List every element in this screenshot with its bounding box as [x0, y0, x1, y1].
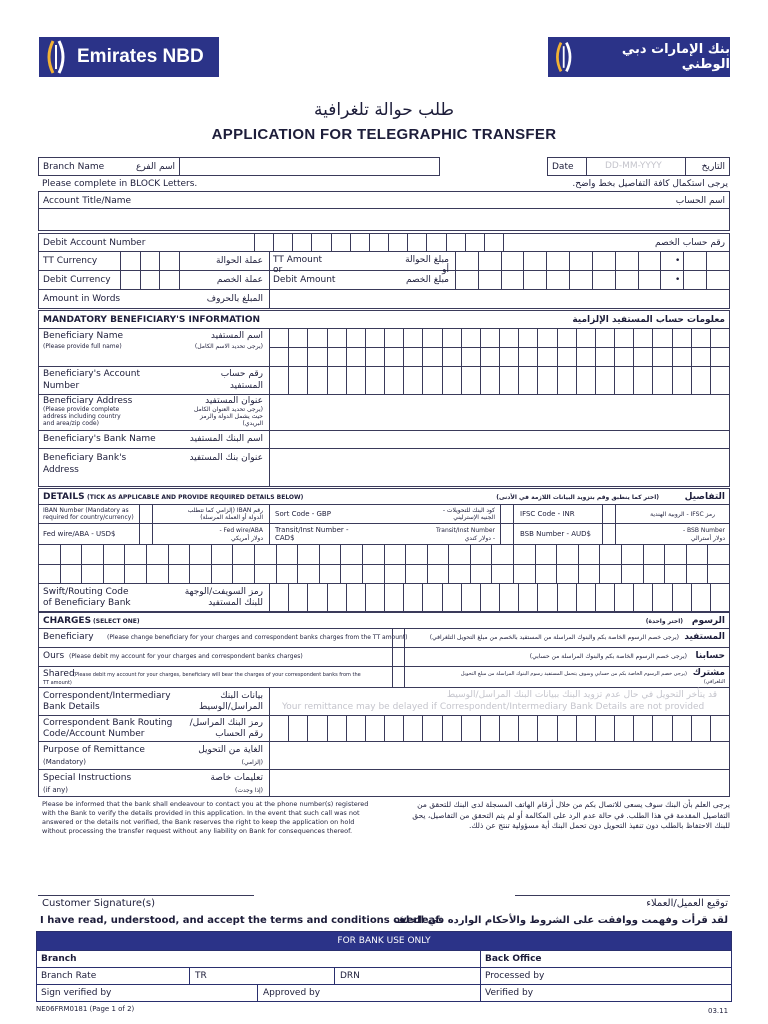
logo-en: [39, 37, 219, 77]
logo-ar: [548, 37, 730, 77]
charges-ours-checkbox[interactable]: [392, 648, 405, 666]
beneficiary-bank-input[interactable]: [270, 431, 729, 448]
charges-beneficiary-checkbox[interactable]: [392, 629, 405, 647]
tt-amount-input[interactable]: [455, 252, 730, 290]
correspondent-bank-input[interactable]: قد يتأخر التحويل في حال عدم تزويد البنك ببيانات البنك المراسل/الوسيط Your remittance may be delayed if Correspondent/Intermediary Bank Details are not provided: [282, 690, 717, 712]
transit-checkbox[interactable]: [500, 524, 514, 544]
amount-words-input[interactable]: [270, 290, 729, 308]
beneficiary-bank-address-input[interactable]: [270, 449, 729, 486]
bsb-checkbox[interactable]: [602, 524, 616, 544]
decimal-dot: •: [675, 256, 681, 266]
title-ar: طلب حوالة تلغرافية: [313, 100, 454, 120]
form-version: 03.11: [708, 1007, 729, 1015]
block-letters-note: Please complete in BLOCK Letters.: [42, 179, 198, 189]
tt-amount-box: TT Amount or Debit Amount مبلغ الحوالة أو مبلغ الخصم • •: [269, 252, 730, 290]
fedwire-checkbox[interactable]: [139, 524, 153, 544]
block-letters-note-ar: يرجى استكمال كافة التفاصيل بخط واضح.: [572, 179, 728, 189]
debit-account-label: Debit Account Number: [43, 238, 146, 248]
debit-currency-input[interactable]: [120, 271, 180, 289]
ifsc-checkbox[interactable]: [602, 505, 616, 523]
branch-name-input[interactable]: [180, 157, 440, 176]
beneficiary-address-input[interactable]: [270, 395, 729, 430]
charges-shared-checkbox[interactable]: [392, 667, 405, 687]
terms-text-ar: لقد قرأت وفهمت ووافقت على الشروط والأحكام الوارده في الخلف: [393, 915, 728, 926]
tt-currency-input[interactable]: [120, 252, 180, 270]
brand-mark-icon-ar: [552, 37, 579, 77]
terms-text: I have read, understood, and accept the terms and conditions overleaf: [40, 915, 440, 926]
amount-words-label: Amount in Words: [43, 294, 121, 304]
decimal-dot-2: •: [675, 275, 681, 285]
date-box: Date DD-MM-YYYY التاريخ: [547, 157, 730, 176]
iban-checkbox[interactable]: [139, 505, 153, 523]
debit-currency-label: Debit Currency: [43, 275, 111, 285]
bank-use-table: FOR BANK USE ONLY Branch Back Office Branch Rate TR DRN Processed by Sign verified by Approved by Verified by: [36, 931, 732, 1002]
debit-account-input[interactable]: [254, 234, 504, 251]
beneficiary-account-input[interactable]: [270, 367, 729, 394]
swift-code-input[interactable]: [270, 584, 729, 611]
date-input[interactable]: DD-MM-YYYY: [586, 157, 686, 176]
beneficiary-name-input[interactable]: [270, 329, 729, 366]
bank-use-header: FOR BANK USE ONLY: [37, 932, 731, 950]
brand-name-en: Emirates NBD: [77, 46, 204, 67]
form-code: NE06FRM0181 (Page 1 of 2): [36, 1005, 135, 1013]
customer-signature-line-ar[interactable]: [515, 895, 730, 896]
tt-currency-label: TT Currency: [43, 256, 98, 266]
purpose-input[interactable]: [270, 742, 729, 769]
charges-header: CHARGES: [43, 616, 92, 626]
notice-ar: يرجى العلم بأن البنك سوف يسعى للاتصال بكم من خلال أرقام الهاتف المسجلة لدى البنك للتحقق من التفاصيل المقدمة في هذا الطلب. في حالة عدم الرد على المكالمة أو لم يتم التحقق من التفاصيل، يحق للبنك الاحتفاظ بالطلب دون تنفيذ التحويل دون تحمل البنك أية مسؤولية تنتج عن ذلك.: [412, 800, 730, 830]
account-title-input[interactable]: [38, 209, 730, 231]
special-instructions-input[interactable]: [270, 770, 729, 796]
details-header: DETAILS: [43, 492, 85, 502]
beneficiary-header: MANDATORY BENEFICIARY'S INFORMATION: [43, 315, 261, 325]
brand-name-ar: بنك الإمارات دبي الوطني: [621, 42, 730, 72]
brand-mark-icon: [43, 37, 73, 77]
account-title-label: Account Title/Name: [43, 196, 132, 206]
customer-signature-line[interactable]: [38, 895, 254, 896]
notice-en: Please be informed that the bank shall endeavour to contact you at the phone number(s) registered with the Bank to verify the details provided in this application. In the event that such call was not answered or the details not verified, the Bank reserves the right to keep the application on hold without processing the transfer request without any liability on Bank for consequences thereof.: [42, 800, 369, 835]
routing-code-input[interactable]: [270, 716, 729, 741]
branch-box: Branch Name اسم الفرع: [38, 157, 180, 176]
title-en: APPLICATION FOR TELEGRAPHIC TRANSFER: [211, 126, 557, 143]
customer-signature-label: Customer Signature(s): [42, 898, 156, 909]
details-number-input[interactable]: [38, 545, 730, 565]
sort-code-checkbox[interactable]: [500, 505, 514, 523]
